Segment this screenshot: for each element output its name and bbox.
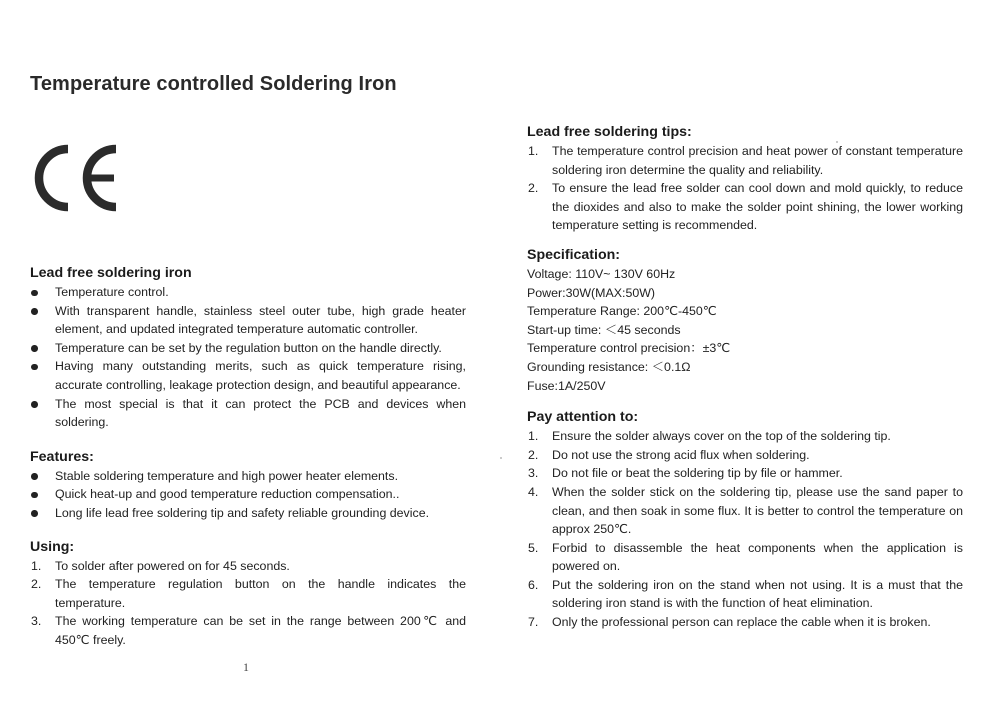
list-item-text: Temperature can be set by the regulation button on the handle directly. <box>55 340 442 355</box>
attention-section <box>527 407 963 632</box>
list-number: 5. <box>528 540 539 555</box>
lead-free-iron-heading: Lead free soldering iron <box>30 265 192 281</box>
list-item-text: Long life lead free soldering tip and safety reliable grounding device. <box>55 505 430 520</box>
bullet-icon <box>31 308 38 315</box>
list-number: 3. <box>31 614 42 629</box>
scan-speck <box>500 457 502 459</box>
list-item-text: The temperature regulation button on the handle indicates the temperature. <box>55 577 466 610</box>
list-item-text: The working temperature can be set in the range between 200℃ and 450℃ freely. <box>55 614 466 647</box>
features-heading: Features: <box>30 448 94 465</box>
page-title: Temperature controlled Soldering Iron <box>30 73 397 95</box>
page-number: 1 <box>243 660 249 674</box>
list-item <box>30 283 466 302</box>
list-item-text: Quick heat-up and good temperature reduction compensation.. <box>55 487 400 502</box>
list-item-text: To ensure the lead free solder can cool down and mold quickly, to reduce the dioxides and also to make the solder point shining, the lower working temperature setting is recommended. <box>552 181 963 233</box>
list-item <box>527 539 963 576</box>
bullet-icon <box>31 364 38 371</box>
list-item-text: Do not file or beat the soldering tip by file or hammer. <box>552 466 843 481</box>
list-item <box>527 427 963 446</box>
attention-heading: Pay attention to: <box>527 409 639 426</box>
list-number: 1. <box>31 558 42 573</box>
bullet-icon <box>31 473 38 480</box>
list-item <box>527 464 963 483</box>
spec-grounding-resistance: Grounding resistance: ＜0.1Ω <box>527 359 691 374</box>
bullet-icon <box>31 492 38 499</box>
lead-free-iron-section <box>30 263 466 432</box>
list-item <box>30 557 466 576</box>
spec-fuse: Fuse:1A/250V <box>527 378 606 393</box>
spec-startup-time: Start-up time: ＜45 seconds <box>527 322 681 337</box>
list-item <box>527 613 963 632</box>
bullet-icon <box>31 290 38 297</box>
ce-mark-icon <box>30 140 122 216</box>
list-item-text: Do not use the strong acid flux when soldering. <box>552 447 810 462</box>
list-item <box>30 395 466 432</box>
specification-list <box>527 265 963 395</box>
tips-section <box>527 122 963 235</box>
list-item <box>30 467 466 486</box>
list-item <box>30 357 466 394</box>
list-item-text: When the solder stick on the soldering tip, please use the sand paper to clean, and then soak in some flux. It is better to control the temperature on approx 250℃. <box>552 484 963 537</box>
list-item-text: Ensure the solder always cover on the top of the soldering tip. <box>552 429 891 444</box>
spec-control-precision: Temperature control precision：±3℃ <box>527 341 731 356</box>
features-section <box>30 447 466 523</box>
using-list <box>30 557 466 650</box>
spec-voltage: Voltage: 110V~ 130V 60Hz <box>527 266 676 281</box>
left-column <box>30 263 466 650</box>
list-item <box>30 485 466 504</box>
list-item <box>30 612 466 649</box>
specification-heading: Specification: <box>527 246 621 263</box>
attention-list <box>527 427 963 632</box>
list-item-text: With transparent handle, stainless steel outer tube, high grade heater element, and updated integrated temperature automatic controller. <box>55 303 466 337</box>
list-item <box>30 339 466 358</box>
list-number: 1. <box>528 144 539 158</box>
using-heading: Using: <box>30 538 75 555</box>
list-item <box>30 302 466 339</box>
list-item <box>527 179 963 235</box>
spec-power: Power:30W(MAX:50W) <box>527 285 656 300</box>
list-number: 2. <box>528 181 539 196</box>
list-number: 2. <box>31 577 42 592</box>
scan-speck <box>836 141 838 143</box>
list-item-text: The temperature control precision and heat power of constant temperature soldering iron determine the quality and reliability. <box>552 144 963 177</box>
list-item-text: To solder after powered on for 45 seconds. <box>55 558 290 573</box>
right-column <box>527 122 963 632</box>
list-item-text: Put the soldering iron on the stand when not using. It is a must that the soldering iron stand is with the function of heat elimination. <box>552 577 963 611</box>
list-number: 7. <box>528 615 539 630</box>
list-item-text: Temperature control. <box>55 285 169 299</box>
list-number: 1. <box>528 429 539 444</box>
specification-section <box>527 245 963 395</box>
list-item-text: Stable soldering temperature and high power heater elements. <box>55 468 399 483</box>
lead-free-iron-list <box>30 283 466 432</box>
list-item-text: Forbid to disassemble the heat components when the application is powered on. <box>552 540 963 574</box>
bullet-icon <box>31 401 38 408</box>
list-item <box>30 575 466 612</box>
features-list <box>30 467 466 523</box>
list-number: 2. <box>528 447 539 462</box>
list-item-text: The most special is that it can protect the PCB and devices when soldering. <box>55 396 466 430</box>
list-number: 3. <box>528 466 539 481</box>
list-item <box>527 483 963 539</box>
bullet-icon <box>31 510 38 517</box>
bullet-icon <box>31 345 38 352</box>
tips-list <box>527 142 963 235</box>
list-item <box>30 504 466 523</box>
list-item <box>527 142 963 179</box>
list-number: 6. <box>528 577 539 592</box>
list-item <box>527 446 963 465</box>
list-item <box>527 576 963 613</box>
using-section <box>30 537 466 650</box>
list-item-text: Only the professional person can replace the cable when it is broken. <box>552 615 931 630</box>
spec-temperature-range: Temperature Range: 200℃-450℃ <box>527 304 717 319</box>
tips-heading: Lead free soldering tips: <box>527 124 692 140</box>
list-number: 4. <box>528 484 539 499</box>
list-item-text: Having many outstanding merits, such as quick temperature rising, accurate controlling, leakage protection design, and beautiful appearance. <box>55 359 466 392</box>
